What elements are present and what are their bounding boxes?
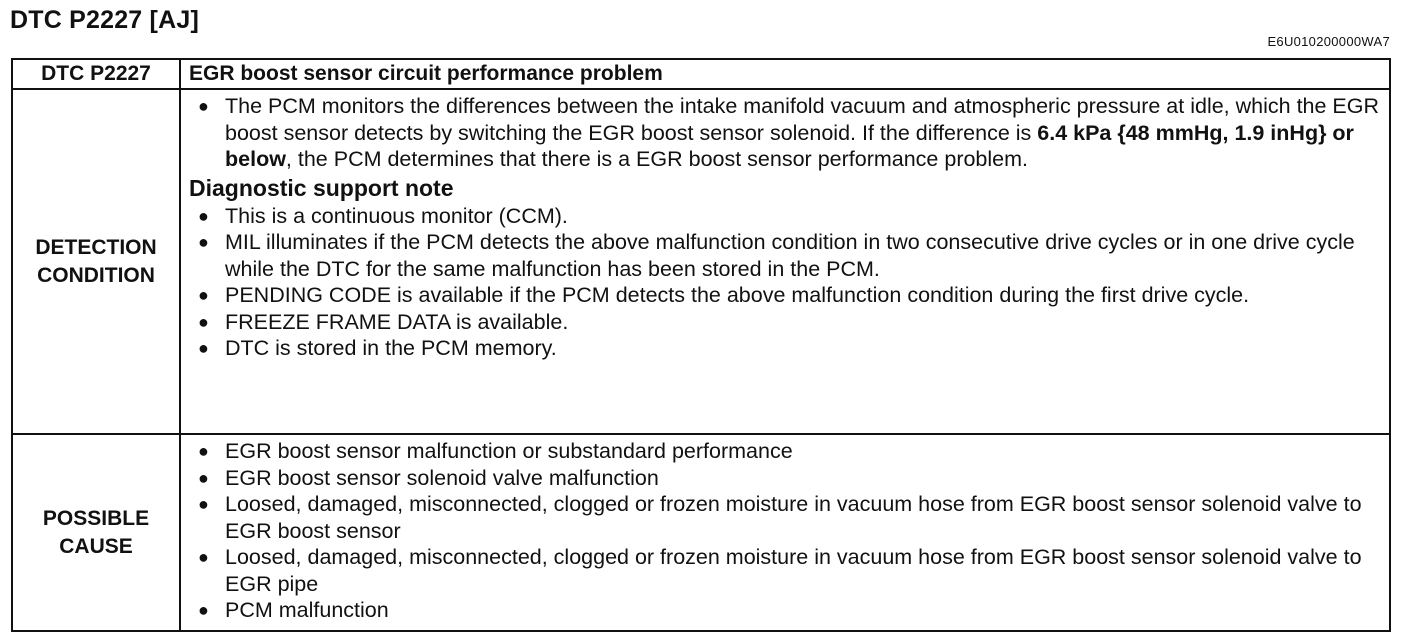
possible-cause-row — [12, 434, 1390, 631]
bullet-icon: ● — [198, 96, 209, 116]
bullet-icon: ● — [198, 205, 209, 226]
bullet-icon: ● — [198, 467, 209, 488]
bullet-icon: ● — [198, 547, 209, 567]
page-title: DTC P2227 [AJ] — [10, 6, 199, 34]
detection-text-part2: , the PCM determines that there is a EGR boost sensor performance problem. — [285, 147, 1029, 171]
list-item: ● FREEZE FRAME DATA is available. — [198, 309, 569, 334]
cause-label-line1: POSSIBLE — [42, 506, 150, 530]
list-item: ● Loosed, damaged, misconnected, clogged or frozen moisture in vacuum hose from EGR boost sensor solenoid valve to EGR boost sensor — [198, 492, 1362, 543]
list-item: ● PCM malfunction — [198, 598, 389, 622]
bullet-icon: ● — [198, 285, 209, 305]
document-code: E6U010200000WA7 — [1267, 34, 1390, 49]
dtc-description-cell: EGR boost sensor circuit performance problem — [180, 59, 1390, 89]
bullet-icon: ● — [198, 441, 209, 461]
bullet-icon: ● — [198, 311, 209, 332]
detection-condition-content — [180, 89, 1390, 434]
support-note-list — [189, 203, 1383, 362]
list-item: ● DTC is stored in the PCM memory. — [198, 336, 557, 360]
bullet-icon: ● — [198, 232, 209, 252]
list-item: ● PENDING CODE is available if the PCM detects the above malfunction condition during the first drive cycle. — [198, 283, 1250, 307]
list-item: ● This is a continuous monitor (CCM). — [198, 203, 568, 228]
list-item: ● MIL illuminates if the PCM detects the above malfunction condition in two consecutive drive cycles or in one drive cycle while the DTC for the same malfunction has been stored in the PCM. — [198, 230, 1355, 281]
list-item: ● EGR boost sensor malfunction or substandard performance — [198, 439, 793, 463]
detection-main-list — [189, 93, 1383, 173]
diagnostic-support-heading: Diagnostic support note — [189, 174, 454, 201]
list-item — [189, 93, 1383, 173]
table-header-row — [12, 59, 1390, 89]
list-item: ● Loosed, damaged, misconnected, clogged or frozen moisture in vacuum hose from EGR boost sensor solenoid valve to EGR pipe — [198, 545, 1362, 596]
dtc-table — [11, 58, 1391, 632]
possible-cause-list — [189, 438, 1383, 624]
possible-cause-content — [180, 434, 1390, 631]
cause-label-line2: CAUSE — [59, 534, 133, 558]
bullet-icon: ● — [198, 494, 209, 514]
bullet-icon: ● — [198, 338, 209, 358]
detection-text-part1: The PCM monitors the differences between the intake manifold vacuum and atmospheric pressure at idle, which the EGR boost sensor detects by switching the EGR boost sensor solenoid. If the difference is — [225, 94, 1380, 145]
detection-threshold: 6.4 kPa {48 mmHg, 1.9 inHg} or below — [225, 120, 1354, 171]
dtc-code-cell: DTC P2227 — [12, 59, 180, 89]
bullet-icon: ● — [198, 600, 209, 620]
detection-label-line1: DETECTION — [35, 235, 157, 259]
possible-cause-label — [12, 434, 180, 631]
detection-condition-label — [12, 89, 180, 434]
detection-condition-row — [12, 89, 1390, 434]
list-item: ● EGR boost sensor solenoid valve malfunction — [198, 465, 659, 490]
detection-label-line2: CONDITION — [37, 263, 155, 287]
